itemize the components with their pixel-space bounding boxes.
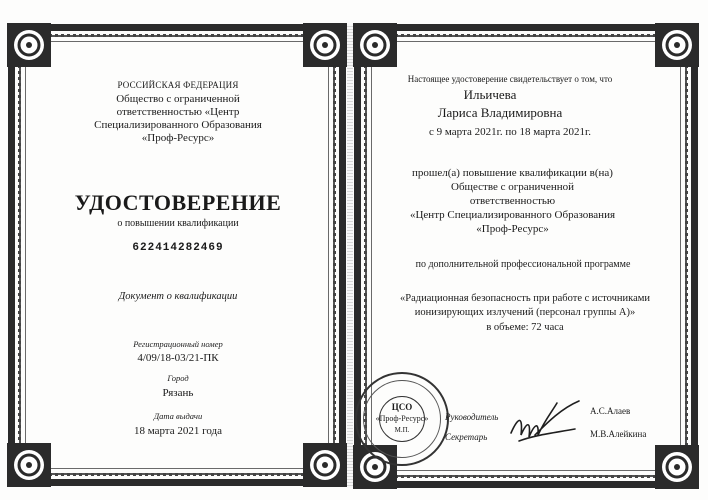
program-label: по дополнительной профессиональной программе [415,259,631,270]
issue-date-label: Дата выдачи [153,411,203,421]
document-type: Документ о квалификации [118,291,238,302]
stamp-center-text: ЦСО [391,402,413,412]
document-subtitle: о повышении квалификации [117,218,239,229]
training-org-line: «Центр Специализированного Образования [409,209,616,221]
secretary-label: Секретарь [445,432,488,442]
page-spine [347,24,353,488]
city-label: Город [167,373,189,383]
training-org-line: ответственностью [469,195,556,207]
holder-name: Лариса Владимировна [437,105,563,120]
certificate-number: 622414282469 [132,242,224,254]
signature-icon [505,395,585,450]
issuer-org-line: «Проф-Ресурс» [141,132,215,144]
training-org-line: «Проф-Ресурс» [476,223,549,235]
head-name: А.С.Алаев [590,406,631,416]
head-label: Руководитель [445,412,499,422]
issuer-org-line: Специализированного Образования [94,119,262,131]
corner-ornament-icon [302,442,348,488]
corner-ornament-icon [654,444,700,490]
program-title-line: ионизирующих излучений (персонал группы А)» [414,307,636,318]
corner-ornament-icon [6,22,52,68]
official-stamp [355,372,449,466]
passed-text: прошел(а) повышение квалификации в(на) [412,167,613,179]
corner-ornament-icon [302,22,348,68]
country-label: РОССИЙСКАЯ ФЕДЕРАЦИЯ [117,80,239,90]
issue-date: 18 марта 2021 года [133,425,223,437]
intro-text: Настоящее удостоверение свидетельствует о том, что [407,74,613,84]
stamp-seal-mark: М.П. [394,426,410,434]
registration-number: 4/09/18-03/21-ПК [137,352,219,364]
registration-label: Регистрационный номер [133,339,223,349]
holder-surname: Ильичева [463,87,517,102]
training-period: с 9 марта 2021г. по 18 марта 2021г. [429,126,591,138]
city-value: Рязань [162,387,194,399]
training-org-line: Обществе с ограниченной [451,181,574,193]
issuer-org-line: ответственностью «Центр [116,106,240,118]
corner-ornament-icon [352,22,398,68]
corner-ornament-icon [654,22,700,68]
document-title: УДОСТОВЕРЕНИЕ [74,190,282,215]
corner-ornament-icon [6,442,52,488]
issuer-org-line: Общество с ограниченной [116,93,240,105]
program-title-line: «Радиационная безопасность при работе с источниками [399,293,650,304]
program-volume: в объеме: 72 часа [486,322,564,333]
stamp-org-text: «Проф-Ресурс» [375,414,429,423]
secretary-name: М.В.Алейкина [590,429,647,439]
